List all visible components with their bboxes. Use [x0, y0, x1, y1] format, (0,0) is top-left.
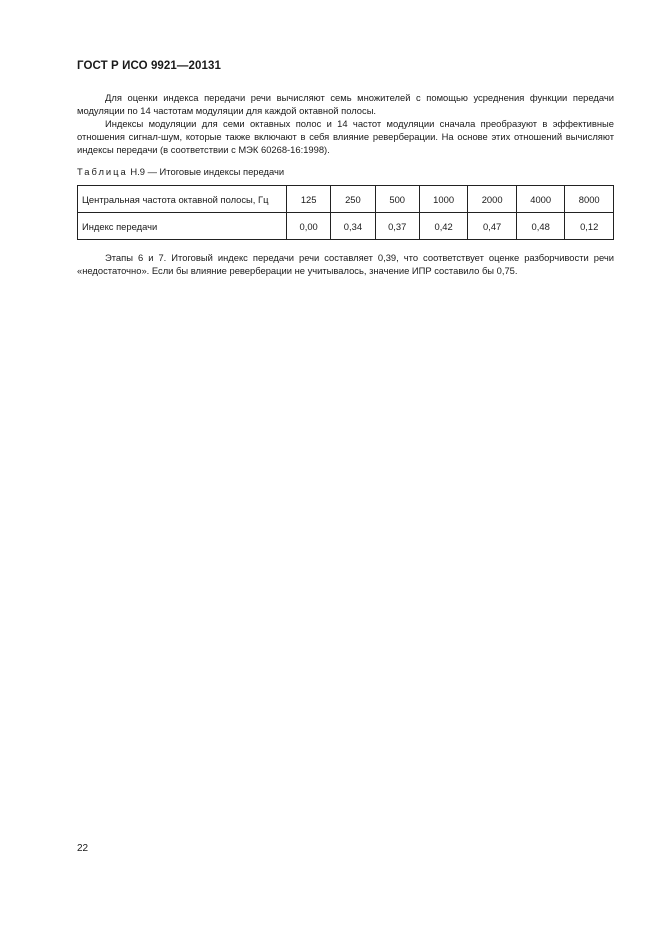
row-label-frequency: Центральная частота октавной полосы, Гц: [78, 186, 287, 213]
paragraph-modulation-indices: Индексы модуляции для семи октавных полос и 14 частот модуляции сначала преобразуют в эффективные отношения сигнал-шум, которые также включают в себя влияние реверберации. На основе этих отношений вычисляют индексы передачи (в соответствии с МЭК 60268-16:1998).: [77, 118, 614, 155]
table-cell: 0,47: [468, 213, 517, 240]
table-cell: 0,48: [516, 213, 565, 240]
row-label-index: Индекс передачи: [78, 213, 287, 240]
table-cell: 125: [287, 186, 331, 213]
table-cell: 0,34: [331, 213, 375, 240]
table-cell: 8000: [565, 186, 614, 213]
document-header: ГОСТ Р ИСО 9921—20131: [77, 60, 222, 72]
table-row-frequency: [78, 186, 614, 213]
table-row-index: [78, 213, 614, 240]
paragraph-final-index: Этапы 6 и 7. Итоговый индекс передачи речи составляет 0,39, что соответствует оценке разборчивости речи «недостаточно». Если бы влияние реверберации не учитывалось, значение ИПР составило бы 0,75.: [77, 252, 614, 276]
table-caption-word: Таблица: [77, 166, 128, 177]
transmission-index-table: [77, 185, 614, 240]
page-number: 22: [77, 843, 89, 854]
table-cell: 0,37: [375, 213, 419, 240]
table-cell: 500: [375, 186, 419, 213]
table-caption: [77, 166, 284, 177]
table-cell: 0,12: [565, 213, 614, 240]
table-cell: 250: [331, 186, 375, 213]
paragraph-sti-calculation: Для оценки индекса передачи речи вычисляют семь множителей с помощью усреднения функции передачи модуляции по 14 частотам модуляции для каждой октавной полосы.: [77, 92, 614, 116]
table-cell: 4000: [516, 186, 565, 213]
table-caption-text: Н.9 — Итоговые индексы передачи: [130, 166, 285, 177]
table-cell: 0,42: [419, 213, 468, 240]
table-cell: 1000: [419, 186, 468, 213]
table-cell: 2000: [468, 186, 517, 213]
table-cell: 0,00: [287, 213, 331, 240]
